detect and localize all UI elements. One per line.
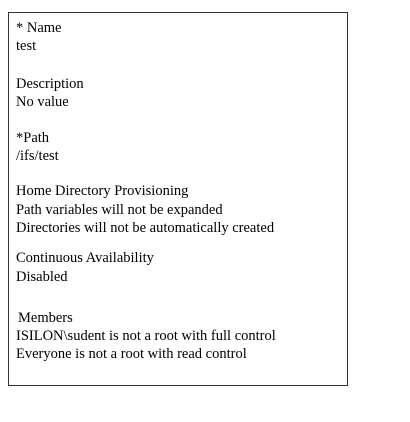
continuous-availability-label: Continuous Availability — [16, 250, 154, 266]
member-isilon-sudent: ISILON\sudent is not a root with full control — [16, 328, 276, 344]
home-directory-auto-create: Directories will not be automatically created — [16, 220, 275, 236]
members-label: Members — [18, 310, 73, 326]
continuous-availability-value: Disabled — [16, 269, 68, 285]
home-directory-provisioning-label: Home Directory Provisioning — [16, 183, 189, 199]
member-everyone: Everyone is not a root with read control — [16, 346, 247, 362]
home-directory-path-variables: Path variables will not be expanded — [16, 202, 223, 218]
share-details-panel — [8, 12, 348, 386]
name-value: test — [16, 38, 37, 54]
path-label: *Path — [16, 130, 50, 146]
name-label: * Name — [16, 20, 62, 36]
path-value: /ifs/test — [16, 148, 59, 164]
description-value: No value — [16, 94, 69, 110]
description-label: Description — [16, 76, 84, 92]
